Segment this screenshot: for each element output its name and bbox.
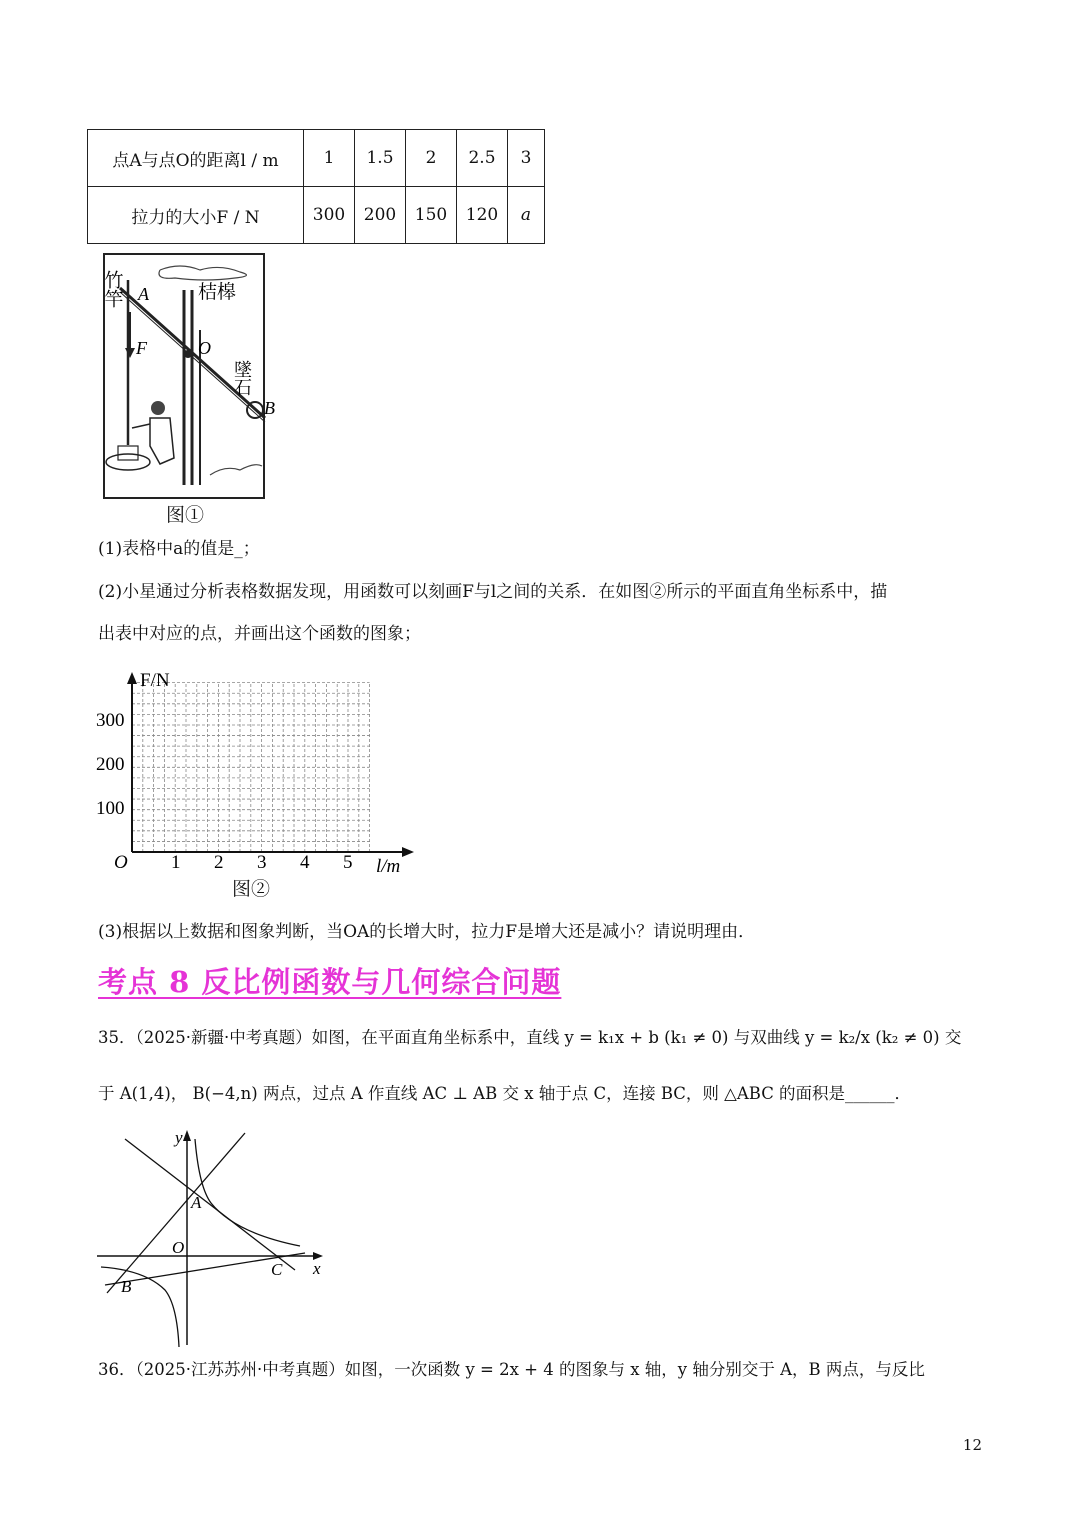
label-stone: 墜石	[232, 360, 252, 396]
label-bamboo: 竹竿	[101, 270, 123, 308]
table-cell: 2	[406, 130, 457, 187]
x-axis-label: l/m	[376, 856, 401, 877]
x-tick-label: 5	[343, 852, 353, 873]
data-table	[87, 129, 545, 244]
person-head	[151, 401, 165, 415]
x-tick-label: 4	[300, 852, 310, 873]
table-cell: 1	[304, 130, 355, 187]
table-cell: 300	[304, 187, 355, 244]
question-2-line-2: 出表中对应的点，并画出这个函数的图象；	[98, 624, 421, 644]
well-shape	[106, 454, 150, 470]
page-number: 12	[962, 1436, 982, 1454]
table-cell: 120	[457, 187, 508, 244]
problem-36: 36．（2025·江苏苏州·中考真题）如图，一次函数 y = 2x + 4 的图象与 x 轴，y 轴分别交于 A，B 两点，与反比	[98, 1360, 925, 1379]
y-axis-arrow	[127, 672, 137, 684]
table-header-distance: 点A与点O的距离l / m	[88, 130, 304, 187]
label-point-a: A	[191, 1193, 202, 1212]
question-3: (3)根据以上数据和图象判断，当OA的长增大时，拉力F是增大还是减小？请说明理由．	[98, 922, 756, 942]
figure-3-graph	[95, 1125, 335, 1350]
y-axis-label: F/N	[140, 670, 170, 691]
table-row	[88, 130, 545, 187]
question-2-line-1: (2)小星通过分析表格数据发现，用函数可以刻画F与l之间的关系．在如图②所示的平面直角坐标系中，描	[98, 582, 888, 602]
label-f: F	[136, 338, 147, 358]
table-cell: 2.5	[457, 130, 508, 187]
section-title: 考点 8 反比例函数与几何综合问题	[98, 965, 562, 999]
table-cell: a	[508, 187, 545, 244]
line-ab	[107, 1133, 245, 1293]
person-arm	[132, 424, 150, 428]
problem-35-line-2: 于 A(1,4)， B(−4,n) 两点，过点 A 作直线 AC ⊥ AB 交 x 轴于点 C，连接 BC，则 △ABC 的面积是______．	[98, 1084, 912, 1103]
y-tick-label: 100	[96, 798, 125, 819]
question-1: (1)表格中a的值是_；	[98, 539, 260, 559]
figure-1-illustration	[100, 250, 275, 500]
y-tick-label: 200	[96, 754, 125, 775]
force-arrowhead	[125, 348, 135, 358]
ground-line	[210, 465, 262, 475]
label-a: A	[138, 284, 149, 304]
person-body	[150, 418, 174, 464]
label-y: y	[175, 1128, 183, 1147]
x-tick-label: 1	[171, 852, 181, 873]
label-b: B	[264, 398, 275, 418]
table-cell: 1.5	[355, 130, 406, 187]
x-tick-label: 3	[257, 852, 267, 873]
label-x: x	[313, 1259, 321, 1278]
label-point-b: B	[121, 1277, 132, 1296]
problem-35-line-1: 35．（2025·新疆·中考真题）如图，在平面直角坐标系中，直线 y = k₁x + b (k₁ ≠ 0) 与双曲线 y = k₂/x (k₂ ≠ 0) 交	[98, 1028, 962, 1047]
y-axis-arrow	[183, 1130, 191, 1141]
label-point-c: C	[271, 1260, 283, 1279]
label-o: O	[198, 338, 211, 358]
label-origin: O	[172, 1238, 185, 1257]
table-cell: 150	[406, 187, 457, 244]
grid-lines	[132, 683, 370, 852]
pivot-point	[184, 350, 192, 358]
table-cell: 200	[355, 187, 406, 244]
label-jiegao: 桔槔	[198, 282, 237, 303]
hyperbola-branch-right	[195, 1139, 300, 1246]
table-header-force: 拉力的大小F / N	[88, 187, 304, 244]
figure-1-caption: 图①	[166, 504, 205, 526]
cloud-shape	[159, 266, 246, 280]
line-ac	[125, 1139, 295, 1270]
figure-2-graph	[92, 662, 422, 884]
table-cell: 3	[508, 130, 545, 187]
y-tick-label: 300	[96, 710, 125, 731]
table-row	[88, 187, 545, 244]
origin-label: O	[114, 852, 128, 873]
x-axis-arrow	[402, 847, 414, 857]
x-tick-label: 2	[214, 852, 224, 873]
bucket-shape	[118, 446, 138, 460]
figure-2-caption: 图②	[232, 878, 271, 900]
